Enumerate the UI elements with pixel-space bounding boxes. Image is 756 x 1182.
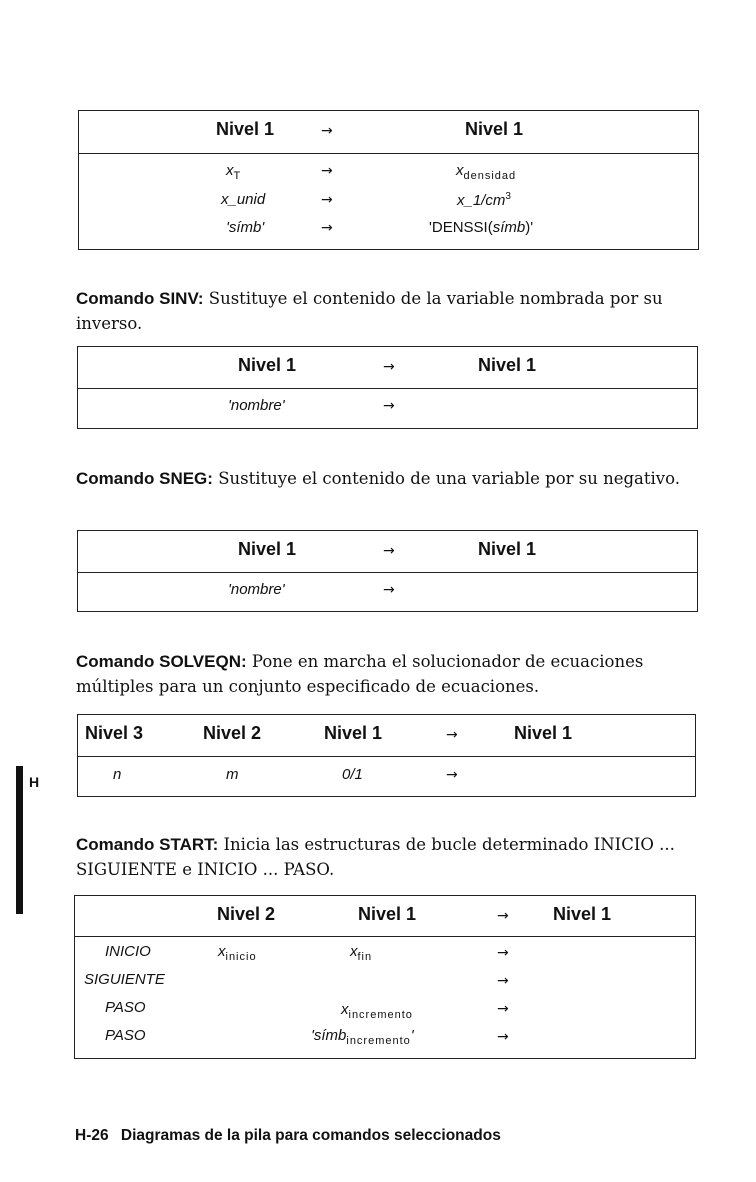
row-label: SIGUIENTE — [84, 971, 165, 988]
header-level-2: Nivel 2 — [217, 904, 276, 924]
row-arrow: → — [497, 973, 509, 989]
row-arrow: → — [497, 945, 509, 961]
input-base: x — [226, 162, 234, 179]
row-level-3: n — [113, 766, 122, 783]
header-level-in: Nivel 1 — [216, 119, 275, 139]
row-label: INICIO — [105, 943, 151, 960]
header-level-3: Nivel 3 — [85, 723, 144, 743]
row-level-2: m — [226, 766, 239, 783]
side-tab-letter: H — [29, 774, 40, 790]
header-arrow: → — [321, 123, 333, 139]
command-text: Inicia las estructuras de bucle determinado INICIO ... SIGUIENTE e INICIO ... PASO. — [76, 835, 675, 879]
value-base: x — [218, 943, 226, 960]
value-base: 'símb — [311, 1027, 347, 1044]
header-level-1: Nivel 1 — [358, 904, 417, 924]
row-input: 'nombre' — [228, 581, 285, 598]
header-level-out: Nivel 1 — [478, 539, 537, 559]
start-description — [76, 832, 691, 882]
row-level-1: 0/1 — [342, 766, 363, 783]
row-output — [457, 191, 511, 209]
header-level-2: Nivel 2 — [203, 723, 262, 743]
row-arrow: → — [446, 767, 458, 783]
sneg-description — [76, 466, 691, 491]
value-base: x — [350, 943, 358, 960]
sinv-description — [76, 286, 691, 336]
command-title: Comando START: — [76, 835, 219, 854]
row-label: PASO — [105, 999, 146, 1016]
row-label: PASO — [105, 1027, 146, 1044]
row-arrow: → — [321, 163, 333, 179]
stack-table-densidad — [78, 110, 699, 250]
footer-title: Diagramas de la pila para comandos seleccionados — [120, 1127, 501, 1144]
header-level-in: Nivel 1 — [238, 539, 297, 559]
row-arrow: → — [383, 582, 395, 598]
row-arrow: → — [383, 398, 395, 414]
stack-table-solveqn — [77, 714, 696, 797]
row-input — [226, 162, 241, 182]
row-level-1 — [311, 1027, 414, 1047]
page-number: H-26 — [75, 1127, 109, 1144]
row-arrow: → — [321, 192, 333, 208]
header-level-out: Nivel 1 — [514, 723, 573, 743]
output-base: x — [456, 162, 464, 179]
row-arrow: → — [497, 1029, 509, 1045]
row-input: 'nombre' — [228, 397, 285, 414]
table-header — [78, 347, 697, 389]
command-title: Comando SINV: — [76, 289, 204, 308]
command-title: Comando SNEG: — [76, 469, 213, 488]
command-text: Sustituye el contenido de una variable por su negativo. — [212, 469, 681, 488]
value-base: x — [341, 1001, 349, 1018]
header-level-in: Nivel 1 — [238, 355, 297, 375]
stack-table-sneg — [77, 530, 698, 612]
stack-table-start — [74, 895, 696, 1059]
header-arrow: → — [446, 727, 458, 743]
value-subscript: incremento — [348, 1009, 413, 1021]
row-arrow: → — [497, 1001, 509, 1017]
row-input: 'símb' — [226, 219, 265, 236]
row-output — [456, 162, 516, 182]
table-header — [75, 896, 695, 937]
row-level-1 — [341, 1001, 413, 1021]
row-input: x_unid — [221, 191, 266, 208]
header-level-out: Nivel 1 — [478, 355, 537, 375]
page-footer — [75, 1127, 501, 1145]
output-prefix: 'DENSSI( — [429, 219, 493, 236]
header-arrow: → — [497, 908, 509, 924]
output-base: x_1/cm — [457, 192, 506, 209]
row-output — [429, 219, 533, 236]
output-subscript: densidad — [463, 170, 517, 182]
value-subscript: fin — [357, 951, 373, 963]
output-suffix: )' — [525, 219, 534, 236]
command-title: Comando SOLVEQN: — [76, 652, 247, 671]
command-text: Sustituye el contenido de la variable nombrada por su inverso. — [76, 289, 663, 333]
value-subscript: incremento — [346, 1035, 411, 1047]
side-tab-bar — [16, 766, 23, 914]
command-text: Pone en marcha el solucionador de ecuaciones múltiples para un conjunto especificado de ecuaciones. — [76, 652, 644, 696]
header-level-1: Nivel 1 — [324, 723, 383, 743]
header-arrow: → — [383, 359, 395, 375]
value-suffix: ' — [410, 1027, 414, 1044]
row-arrow: → — [321, 220, 333, 236]
input-subscript: T — [233, 170, 242, 182]
row-level-2 — [218, 943, 257, 963]
header-arrow: → — [383, 543, 395, 559]
table-header — [78, 715, 695, 757]
stack-table-sinv — [77, 346, 698, 429]
table-header — [79, 111, 698, 154]
row-level-1 — [350, 943, 372, 963]
output-italic: símb — [492, 219, 526, 236]
output-superscript: 3 — [505, 191, 511, 202]
header-level-out: Nivel 1 — [553, 904, 612, 924]
solveqn-description — [76, 649, 691, 699]
table-header — [78, 531, 697, 573]
value-subscript: inicio — [225, 951, 257, 963]
header-level-out: Nivel 1 — [465, 119, 524, 139]
